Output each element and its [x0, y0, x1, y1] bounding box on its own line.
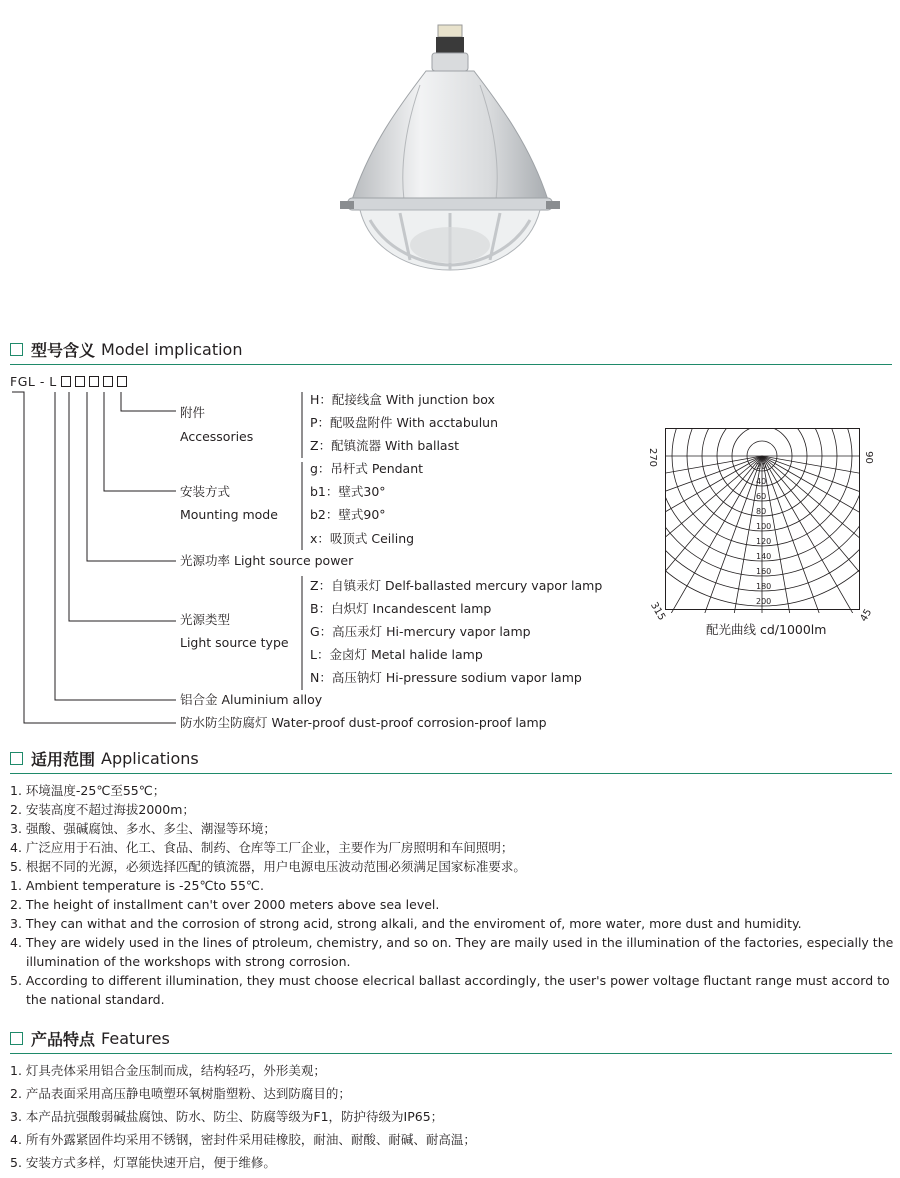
accessories-label-cn: 附件: [180, 405, 206, 420]
mounting-label-cn: 安装方式: [180, 484, 231, 499]
source-option: G：高压汞灯 Hi-mercury vapor lamp: [310, 624, 531, 639]
polar-caption: 配光曲线 cd/1000lm: [706, 622, 827, 637]
list-item: 1. Ambient temperature is -25℃to 55℃.: [10, 878, 264, 893]
radial-tick-label: 20: [756, 462, 767, 471]
radial-tick-label: 80: [756, 507, 767, 516]
mounting-option: x：吸顶式 Ceiling: [310, 531, 415, 546]
list-item: 2. 安装高度不超过海拔2000m；: [10, 802, 195, 817]
section-divider: [10, 1053, 892, 1054]
section-title-cn: 产品特点: [31, 1029, 96, 1049]
source-option: L：金卤灯 Metal halide lamp: [310, 647, 483, 662]
section-checkbox-icon: [10, 752, 23, 765]
list-item: 4. 广泛应用于石油、化工、食品、制药、仓库等工厂企业，主要作为厂房照明和车间照明；: [10, 840, 514, 855]
list-item: 5. 安装方式多样，灯罩能快速开启，便于维修。: [10, 1155, 276, 1170]
source-option: B：白炽灯 Incandescent lamp: [310, 601, 492, 616]
section-checkbox-icon: [10, 1032, 23, 1045]
lamp-type-label: 防水防尘防腐灯 Water-proof dust-proof corrosion-proof lamp: [180, 715, 547, 730]
accessories-label-en: Accessories: [180, 429, 254, 444]
radial-tick-label: 120: [756, 537, 772, 546]
polar-spoke: [665, 456, 762, 597]
radial-tick-label: 60: [756, 492, 767, 501]
list-item: 1. 环境温度-25℃至55℃；: [10, 783, 166, 798]
applications-list: [10, 781, 900, 1009]
list-item: 4. They are widely used in the lines of ptroleum, chemistry, and so on. They are maily used in the illumination of the factories, especially the illumination of the workshops with strong corrosion.: [10, 935, 894, 969]
section-title-en: Features: [101, 1028, 170, 1048]
mounting-option: b1：壁式30°: [310, 484, 386, 499]
radial-tick-label: 100: [756, 522, 772, 531]
section-title-en: Model implication: [101, 339, 243, 359]
source-option: N：高压钠灯 Hi-pressure sodium vapor lamp: [310, 670, 582, 685]
angle-label-270: 270: [647, 447, 659, 468]
list-item: 1. 灯具壳体采用铝合金压制而成，结构轻巧，外形美观；: [10, 1063, 326, 1078]
section-title-cn: 型号含义: [31, 340, 96, 360]
angle-label-45: 45: [858, 607, 875, 624]
polar-ring: [665, 428, 860, 606]
section-title-en: Applications: [101, 748, 199, 768]
mounting-option: g：吊杆式 Pendant: [310, 461, 424, 476]
polar-spoke: [762, 456, 860, 613]
source-type-label-en: Light source type: [180, 635, 289, 650]
polar-spoke: [762, 456, 860, 566]
features-section-heading: [10, 1026, 170, 1050]
alloy-label: 铝合金 Aluminium alloy: [180, 692, 323, 707]
list-item: 2. 产品表面采用高压静电喷塑环氧树脂塑粉、达到防腐目的；: [10, 1086, 351, 1101]
angle-label-315: 315: [648, 600, 668, 623]
list-item: 3. They can withat and the corrosion of strong acid, strong alkali, and the enviroment of, more water, more dust and humidity.: [10, 916, 802, 931]
features-list: [10, 1059, 476, 1174]
list-item: 3. 本产品抗强酸弱碱盐腐蚀、防水、防尘、防腐等级为F1，防护待级为IP65；: [10, 1109, 444, 1124]
radial-tick-label: 40: [756, 477, 767, 486]
list-item: 2. The height of installment can't over 2000 meters above sea level.: [10, 897, 440, 912]
polar-spoke: [762, 456, 860, 597]
list-item: 3. 强酸、强碱腐蚀、多水、多尘、潮湿等环境；: [10, 821, 276, 836]
applications-section-heading: [10, 746, 199, 770]
angle-label-90: 90: [862, 451, 874, 464]
accessory-option: H：配接线盒 With junction box: [310, 392, 495, 407]
polar-spoke: [665, 456, 762, 531]
section-divider: [10, 773, 892, 774]
section-title-cn: 适用范围: [31, 749, 96, 769]
list-item: 4. 所有外露紧固件均采用不锈钢，密封件采用硅橡胶，耐油、耐酸、耐碱、耐高温；: [10, 1132, 476, 1147]
polar-spoke: [665, 456, 762, 494]
polar-spoke: [762, 456, 860, 613]
mounting-option: b2：壁式90°: [310, 507, 386, 522]
source-type-label-cn: 光源类型: [180, 612, 231, 627]
list-item: 5. According to different illumination, they must choose elecrical ballast accordingly, the user's power voltage fluctant range must accord to the national standard.: [10, 973, 890, 1007]
mounting-label-en: Mounting mode: [180, 507, 278, 522]
radial-tick-label: 140: [756, 552, 772, 561]
model-code-prefix: FGL - L: [10, 374, 57, 389]
radial-tick-label: 200: [756, 597, 772, 606]
list-item: 5. 根据不同的光源，必须选择匹配的镇流器，用户电源电压波动范围必须满足国家标准要求。: [10, 859, 526, 874]
radial-tick-label: 180: [756, 582, 772, 591]
accessory-option: Z：配镇流器 With ballast: [310, 438, 460, 453]
radial-tick-label: 160: [756, 567, 772, 576]
source-option: Z：自镇汞灯 Delf-ballasted mercury vapor lamp: [310, 578, 603, 593]
power-label: 光源功率 Light source power: [180, 553, 354, 568]
accessory-option: P：配吸盘附件 With acctabulun: [310, 415, 499, 430]
